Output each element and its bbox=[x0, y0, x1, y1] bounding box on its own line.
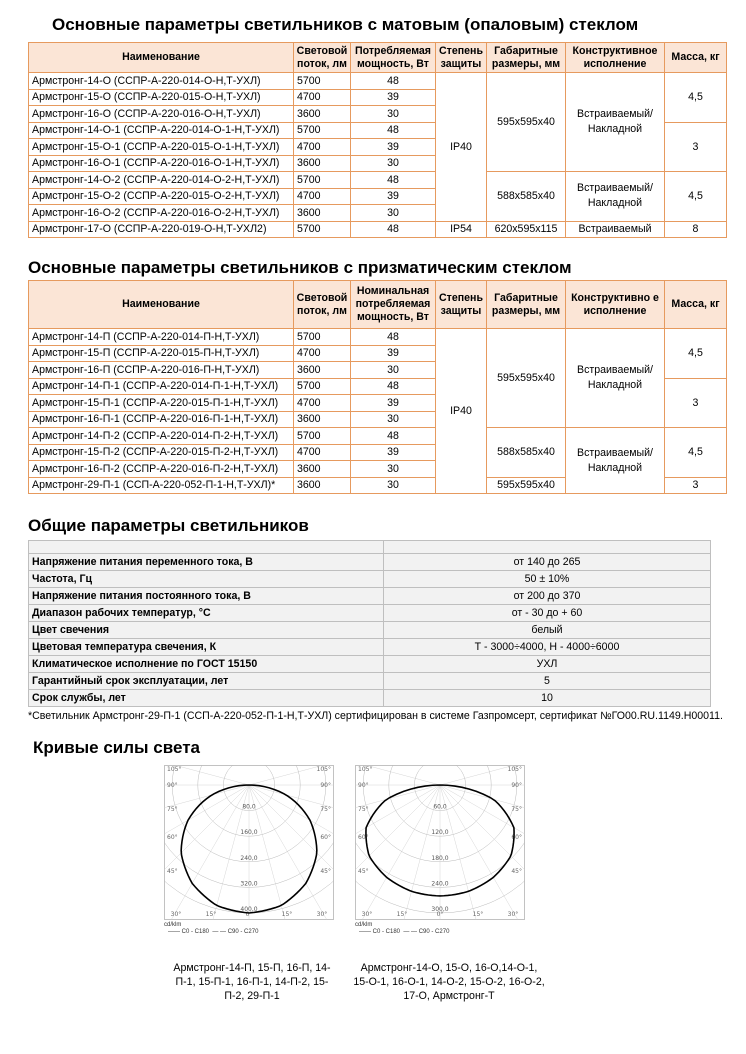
curves-title: Кривые силы света bbox=[33, 738, 200, 757]
legend-label-c0: C0 - C180 bbox=[372, 929, 401, 935]
angle-tick-label: 45° bbox=[320, 868, 331, 875]
cell-flux: 5700 bbox=[294, 378, 351, 395]
cell-name: Армстронг-15-П-2 (ССПР-А-220-015-П-2-Н,Т-УХЛ) bbox=[29, 444, 294, 461]
th-constr: Конструктивно е исполнение bbox=[566, 281, 665, 329]
angle-tick-label: 60° bbox=[358, 834, 369, 841]
legend bbox=[168, 929, 258, 935]
cell-flux: 3600 bbox=[294, 106, 351, 123]
angle-tick-label: 30° bbox=[316, 911, 328, 918]
cell-power: 30 bbox=[351, 106, 436, 123]
cell-name: Армстронг-15-О (ССПР-А-220-015-О-Н,Т-УХЛ) bbox=[29, 89, 294, 106]
table-row bbox=[29, 73, 727, 90]
cell-power: 48 bbox=[351, 329, 436, 346]
cell-mass: 3 bbox=[665, 378, 727, 428]
radial-tick-label: 320,0 bbox=[240, 880, 258, 888]
angle-tick-label: 60° bbox=[320, 834, 331, 841]
param-value: от 200 до 370 bbox=[384, 588, 711, 605]
cell-power: 39 bbox=[351, 395, 436, 412]
cell-power: 30 bbox=[351, 155, 436, 172]
th-ip: Степень защиты bbox=[436, 281, 487, 329]
cell-power: 30 bbox=[351, 411, 436, 428]
prism-title: Основные параметры светильников с призматическим стеклом bbox=[28, 258, 572, 277]
table-row bbox=[29, 622, 711, 639]
grid-spoke bbox=[164, 785, 249, 903]
angle-tick-label: 45° bbox=[167, 868, 178, 875]
cell-flux: 4700 bbox=[294, 444, 351, 461]
angle-tick-label: 105° bbox=[316, 766, 331, 773]
matte-title: Основные параметры светильников с матовым (опаловым) стеклом bbox=[52, 15, 639, 34]
table-row bbox=[29, 428, 727, 445]
th-name: Наименование bbox=[29, 281, 294, 329]
param-value: 10 bbox=[384, 690, 711, 707]
cell-name: Армстронг-16-П-1 (ССПР-А-220-016-П-1-Н,Т-УХЛ) bbox=[29, 411, 294, 428]
th-mass: Масса, кг bbox=[665, 43, 727, 73]
angle-tick-label: 45° bbox=[511, 868, 522, 875]
cell-flux: 3600 bbox=[294, 205, 351, 222]
cell-name: Армстронг-14-О-1 (ССПР-А-220-014-О-1-Н,Т-УХЛ) bbox=[29, 122, 294, 139]
cell-flux: 4700 bbox=[294, 89, 351, 106]
cell-flux: 3600 bbox=[294, 362, 351, 379]
legend-solid-swatch: —— bbox=[168, 929, 180, 935]
angle-tick-label: 30° bbox=[361, 911, 373, 918]
caption-matte: Армстронг-14-О, 15-О, 16-О,14-О-1, 15-О-1, 16-О-1, 14-О-2, 15-О-2, 16-О-2, 17-О, Армстронг-Т bbox=[353, 962, 545, 1002]
polar-plot-svg bbox=[164, 765, 334, 920]
th-size: Габаритные размеры, мм bbox=[487, 43, 566, 73]
cell-name: Армстронг-14-П (ССПР-А-220-014-П-Н,Т-УХЛ) bbox=[29, 329, 294, 346]
radial-tick-label: 300,0 bbox=[431, 906, 449, 913]
angle-tick-label: 90° bbox=[167, 782, 178, 789]
cell-power: 39 bbox=[351, 345, 436, 362]
cell-power: 48 bbox=[351, 428, 436, 445]
table-row bbox=[29, 673, 711, 690]
cell-name: Армстронг-16-О-1 (ССПР-А-220-016-О-1-Н,Т-УХЛ) bbox=[29, 155, 294, 172]
angle-tick-label: 90° bbox=[358, 782, 369, 789]
legend-solid-swatch: —— bbox=[359, 929, 371, 935]
cell-power: 39 bbox=[351, 444, 436, 461]
general-table bbox=[28, 540, 711, 707]
th-mass: Масса, кг bbox=[665, 281, 727, 329]
cell-power: 48 bbox=[351, 122, 436, 139]
radial-tick-label: 80,0 bbox=[242, 803, 256, 811]
angle-tick-label: 15° bbox=[281, 911, 293, 918]
legend-dashed-swatch: — — bbox=[212, 929, 227, 935]
prism-table bbox=[28, 280, 727, 494]
grid-spoke bbox=[249, 785, 334, 903]
cell-power: 39 bbox=[351, 188, 436, 205]
param-value: от - 30 до + 60 bbox=[384, 605, 711, 622]
cell-power: 39 bbox=[351, 139, 436, 156]
radial-tick-label: 160,0 bbox=[240, 829, 258, 837]
cell-name: Армстронг-16-О (ССПР-А-220-016-О-Н,Т-УХЛ) bbox=[29, 106, 294, 123]
polar-plot-svg bbox=[355, 765, 525, 920]
polar-chart-matte bbox=[355, 765, 525, 940]
cell-flux: 5700 bbox=[294, 122, 351, 139]
cell-mass: 4,5 bbox=[665, 172, 727, 222]
cell-power: 48 bbox=[351, 172, 436, 189]
param-value: УХЛ bbox=[384, 656, 711, 673]
table-row bbox=[29, 329, 727, 346]
cell-flux: 4700 bbox=[294, 139, 351, 156]
cell-power: 48 bbox=[351, 221, 436, 238]
cell-flux: 4700 bbox=[294, 345, 351, 362]
radial-tick-label: 120,0 bbox=[431, 829, 449, 837]
radial-tick-label: 240,0 bbox=[240, 854, 258, 862]
cell-mass: 3 bbox=[665, 122, 727, 172]
legend-label-c0: C0 - C180 bbox=[181, 929, 210, 935]
cell-name: Армстронг-15-П-1 (ССПР-А-220-015-П-1-Н,Т-УХЛ) bbox=[29, 395, 294, 412]
table-row bbox=[29, 221, 727, 238]
cell-size: 595x595x40 bbox=[487, 477, 566, 494]
param-value: Т - 3000÷4000, Н - 4000÷6000 bbox=[384, 639, 711, 656]
cell-mass: 4,5 bbox=[665, 428, 727, 478]
table-row bbox=[29, 639, 711, 656]
table-row bbox=[29, 571, 711, 588]
th-power: Потребляемая мощность, Вт bbox=[351, 43, 436, 73]
cell-constr: Встраиваемый/ Накладной bbox=[566, 329, 665, 428]
table-row bbox=[29, 690, 711, 707]
cell-flux: 4700 bbox=[294, 188, 351, 205]
cell-power: 30 bbox=[351, 477, 436, 494]
angle-tick-label: 75° bbox=[167, 806, 178, 813]
cell-name: Армстронг-14-П-1 (ССПР-А-220-014-П-1-Н,Т-УХЛ) bbox=[29, 378, 294, 395]
th-flux: Световой поток, лм bbox=[294, 281, 351, 329]
legend bbox=[359, 929, 449, 935]
angle-tick-label: 30° bbox=[507, 911, 519, 918]
param-name: Напряжение питания постоянного тока, В bbox=[29, 588, 384, 605]
grid-spoke bbox=[357, 785, 440, 920]
param-value: 50 ± 10% bbox=[384, 571, 711, 588]
cell-size: 595x595x40 bbox=[487, 329, 566, 428]
cell-mass: 4,5 bbox=[665, 73, 727, 123]
cell-name: Армстронг-14-О-2 (ССПР-А-220-014-О-2-Н,Т-УХЛ) bbox=[29, 172, 294, 189]
param-name: Срок службы, лет bbox=[29, 690, 384, 707]
cell-name: Армстронг-16-П-2 (ССПР-А-220-016-П-2-Н,Т-УХЛ) bbox=[29, 461, 294, 478]
unit-label: cd/klm bbox=[164, 922, 182, 928]
general-title: Общие параметры светильников bbox=[28, 516, 309, 535]
th-flux: Световой поток, лм bbox=[294, 43, 351, 73]
angle-tick-label: 90° bbox=[511, 782, 522, 789]
angle-tick-label: 90° bbox=[320, 782, 331, 789]
cell-power: 30 bbox=[351, 362, 436, 379]
angle-tick-label: 0° bbox=[436, 911, 444, 918]
cell-name: Армстронг-14-О (ССПР-А-220-014-О-Н,Т-УХЛ) bbox=[29, 73, 294, 90]
param-name: Диапазон рабочих температур, °С bbox=[29, 605, 384, 622]
caption-prismatic: Армстронг-14-П, 15-П, 16-П, 14-П-1, 15-П-1, 16-П-1, 14-П-2, 15-П-2, 29-П-1 bbox=[173, 962, 331, 1002]
cell-constr: Встраиваемый/ Накладной bbox=[566, 428, 665, 494]
cell-size: 588x585x40 bbox=[487, 428, 566, 478]
cell-name: Армстронг-14-П-2 (ССПР-А-220-014-П-2-Н,Т-УХЛ) bbox=[29, 428, 294, 445]
cell-power: 39 bbox=[351, 89, 436, 106]
param-name: Напряжение питания переменного тока, В bbox=[29, 554, 384, 571]
cell-name: Армстронг-16-О-2 (ССПР-А-220-016-О-2-Н,Т-УХЛ) bbox=[29, 205, 294, 222]
radial-tick-label: 180,0 bbox=[431, 854, 449, 862]
cell-ip: IP40 bbox=[436, 73, 487, 222]
cell-constr: Встраиваемый/ Накладной bbox=[566, 73, 665, 172]
cell-flux: 5700 bbox=[294, 172, 351, 189]
table-row bbox=[29, 172, 727, 189]
cell-flux: 3600 bbox=[294, 155, 351, 172]
param-name: Цвет свечения bbox=[29, 622, 384, 639]
angle-tick-label: 15° bbox=[205, 911, 217, 918]
cell-mass: 4,5 bbox=[665, 329, 727, 379]
cell-name: Армстронг-15-П (ССПР-А-220-015-П-Н,Т-УХЛ) bbox=[29, 345, 294, 362]
cell-constr: Встраиваемый bbox=[566, 221, 665, 238]
table-row bbox=[29, 605, 711, 622]
param-name: Климатическое исполнение по ГОСТ 15150 bbox=[29, 656, 384, 673]
cell-name: Армстронг-16-П (ССПР-А-220-016-П-Н,Т-УХЛ) bbox=[29, 362, 294, 379]
cell-size: 595x595x40 bbox=[487, 73, 566, 172]
radial-tick-label: 60,0 bbox=[433, 803, 447, 811]
cell-flux: 3600 bbox=[294, 477, 351, 494]
cell-flux: 4700 bbox=[294, 395, 351, 412]
polar-chart-prismatic bbox=[164, 765, 334, 940]
cell-ip: IP54 bbox=[436, 221, 487, 238]
param-value: белый bbox=[384, 622, 711, 639]
cell-power: 48 bbox=[351, 378, 436, 395]
cell-constr: Встраиваемый/ Накладной bbox=[566, 172, 665, 222]
th-power: Номинальная потребляемая мощность, Вт bbox=[351, 281, 436, 329]
legend-label-c90: C90 - C270 bbox=[227, 929, 259, 935]
cell-power: 30 bbox=[351, 461, 436, 478]
param-name: Частота, Гц bbox=[29, 571, 384, 588]
cell-flux: 5700 bbox=[294, 428, 351, 445]
angle-tick-label: 30° bbox=[170, 911, 182, 918]
param-name: Гарантийный срок эксплуатации, лет bbox=[29, 673, 384, 690]
angle-tick-label: 60° bbox=[167, 834, 178, 841]
param-value: 5 bbox=[384, 673, 711, 690]
legend-dashed-swatch: — — bbox=[403, 929, 418, 935]
grid-spoke bbox=[166, 785, 249, 920]
cell-name: Армстронг-17-О (ССПР-А-220-019-О-Н,Т-УХЛ2) bbox=[29, 221, 294, 238]
cell-mass: 3 bbox=[665, 477, 727, 494]
cell-size: 588x585x40 bbox=[487, 172, 566, 222]
radial-tick-label: 240,0 bbox=[431, 880, 449, 888]
angle-tick-label: 105° bbox=[507, 766, 522, 773]
cell-ip: IP40 bbox=[436, 329, 487, 494]
param-name: Цветовая температура свечения, К bbox=[29, 639, 384, 656]
cell-name: Армстронг-29-П-1 (ССП-А-220-052-П-1-Н,Т-УХЛ)* bbox=[29, 477, 294, 494]
matte-table bbox=[28, 42, 727, 238]
cell-flux: 3600 bbox=[294, 461, 351, 478]
cell-size: 620x595x115 bbox=[487, 221, 566, 238]
angle-tick-label: 60° bbox=[511, 834, 522, 841]
angle-tick-label: 105° bbox=[167, 766, 182, 773]
angle-tick-label: 15° bbox=[396, 911, 408, 918]
footnote: *Светильник Армстронг-29-П-1 (ССП-А-220-052-П-1-Н,Т-УХЛ) сертифицирован в системе Газпромсерт, сертификат №ГО00.RU.1149.Н00011. bbox=[28, 710, 723, 722]
angle-tick-label: 0° bbox=[245, 911, 253, 918]
cell-flux: 5700 bbox=[294, 73, 351, 90]
unit-label: cd/klm bbox=[355, 922, 373, 928]
param-value: от 140 до 265 bbox=[384, 554, 711, 571]
table-row bbox=[29, 656, 711, 673]
cell-power: 30 bbox=[351, 205, 436, 222]
angle-tick-label: 75° bbox=[358, 806, 369, 813]
angle-tick-label: 75° bbox=[320, 806, 331, 813]
table-row bbox=[29, 588, 711, 605]
angle-tick-label: 105° bbox=[358, 766, 373, 773]
th-ip: Степень защиты bbox=[436, 43, 487, 73]
legend-label-c90: C90 - C270 bbox=[418, 929, 450, 935]
cell-flux: 5700 bbox=[294, 329, 351, 346]
angle-tick-label: 45° bbox=[358, 868, 369, 875]
cell-flux: 3600 bbox=[294, 411, 351, 428]
cell-power: 48 bbox=[351, 73, 436, 90]
table-row bbox=[29, 554, 711, 571]
cell-flux: 5700 bbox=[294, 221, 351, 238]
th-name: Наименование bbox=[29, 43, 294, 73]
cell-name: Армстронг-15-О-2 (ССПР-А-220-015-О-2-Н,Т-УХЛ) bbox=[29, 188, 294, 205]
cell-name: Армстронг-15-О-1 (ССПР-А-220-015-О-1-Н,Т-УХЛ) bbox=[29, 139, 294, 156]
th-constr: Конструктивное исполнение bbox=[566, 43, 665, 73]
th-size: Габаритные размеры, мм bbox=[487, 281, 566, 329]
radial-tick-label: 400,0 bbox=[240, 906, 258, 913]
angle-tick-label: 15° bbox=[472, 911, 484, 918]
cell-mass: 8 bbox=[665, 221, 727, 238]
angle-tick-label: 75° bbox=[511, 806, 522, 813]
